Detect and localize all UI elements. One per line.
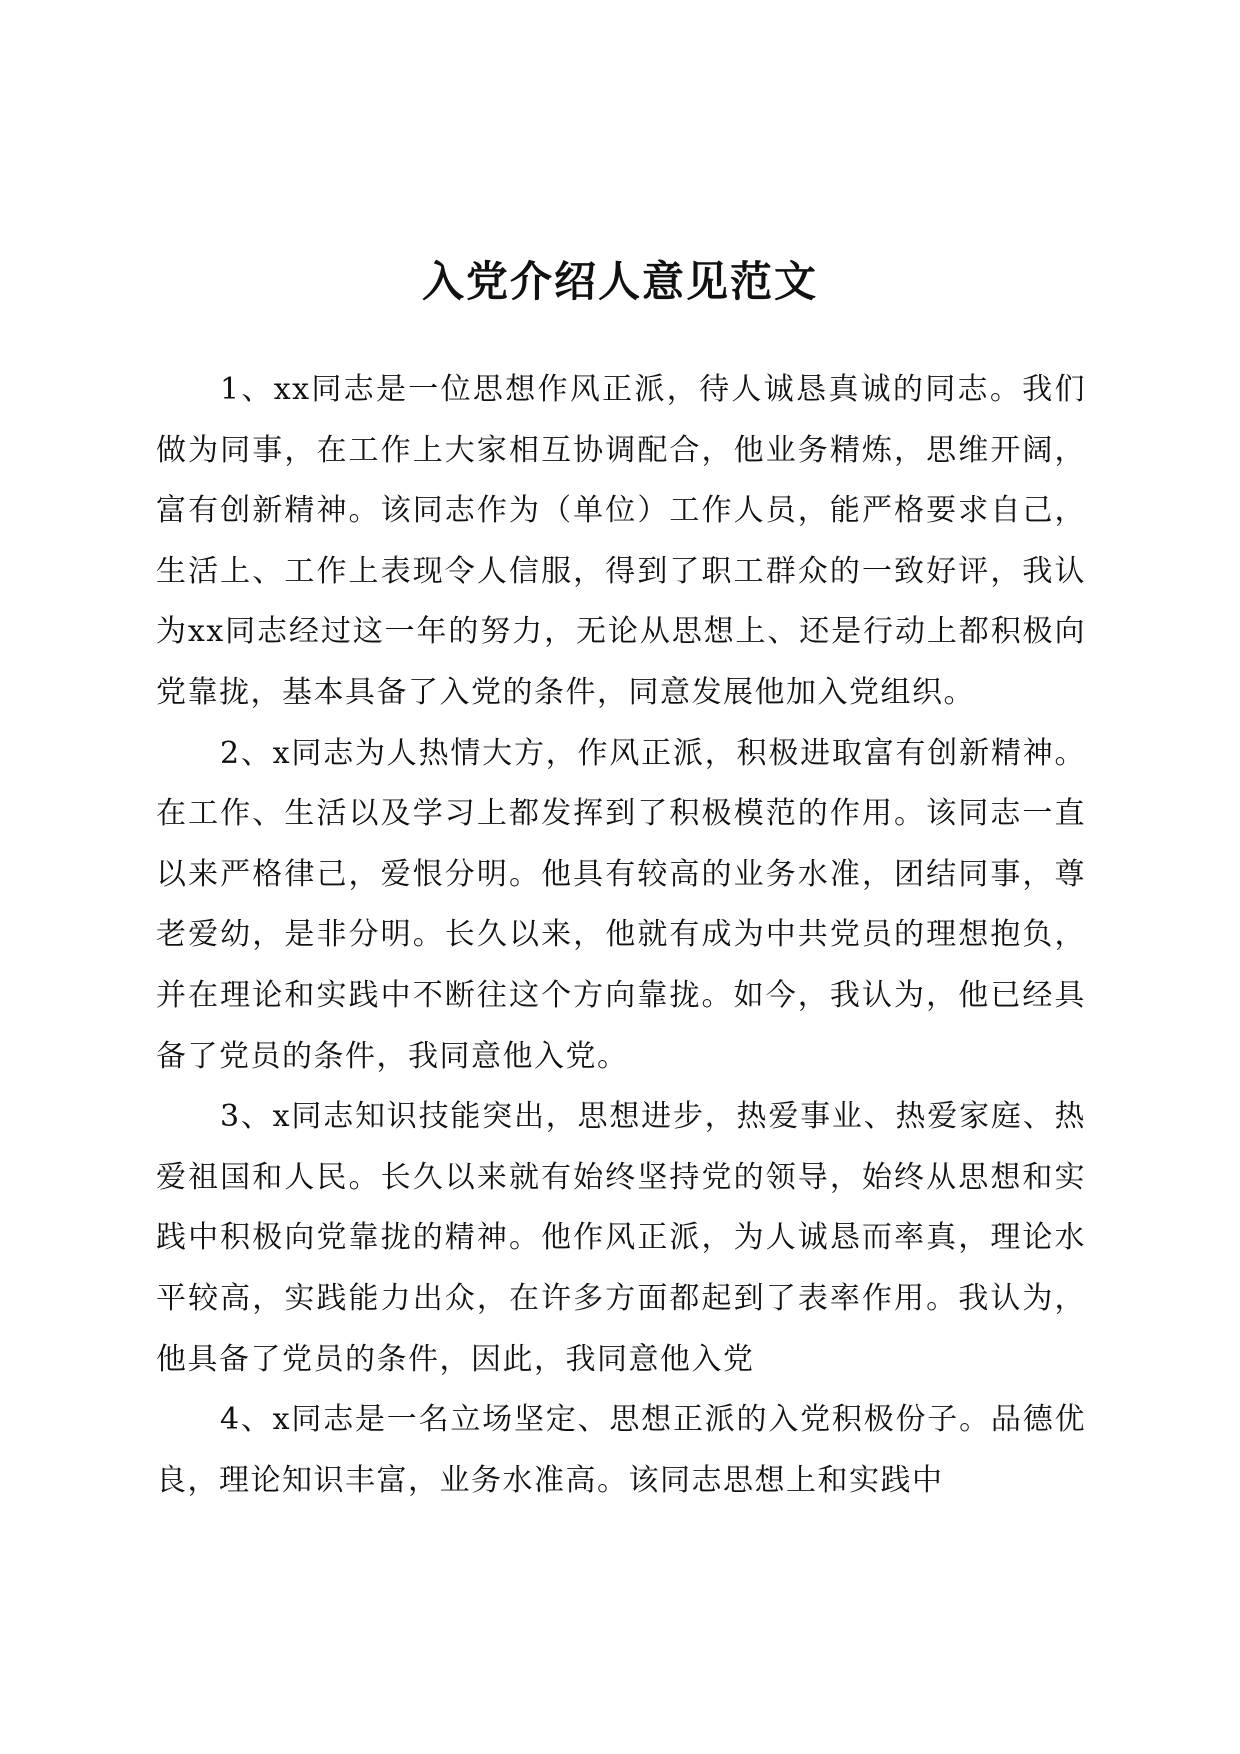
paragraph-1: 1、xx同志是一位思想作风正派，待人诚恳真诚的同志。我们做为同事，在工作上大家相互协调配合，他业务精炼，思维开阔，富有创新精神。该同志作为（单位）工作人员，能严格要求自己，生活上、工作上表现令人信服，得到了职工群众的一致好评，我认为xx同志经过这一年的努力，无论从思想上、还是行动上都积极向党靠拢，基本具备了入党的条件，同意发展他加入党组织。 xyxy=(156,372,1086,710)
document-body xyxy=(156,360,1086,1511)
paragraph-4: 4、x同志是一名立场坚定、思想正派的入党积极份子。品德优良，理论知识丰富，业务水准高。该同志思想上和实践中 xyxy=(156,1402,1086,1498)
document-title: 入党介绍人意见范文 xyxy=(421,257,818,306)
paragraph-2: 2、x同志为人热情大方，作风正派，积极进取富有创新精神。在工作、生活以及学习上都发挥到了积极模范的作用。该同志一直以来严格律己，爱恨分明。他具有较高的业务水准，团结同事，尊老爱幼，是非分明。长久以来，他就有成为中共党员的理想抱负，并在理论和实践中不断往这个方向靠拢。如今，我认为，他已经具备了党员的条件，我同意他入党。 xyxy=(156,735,1086,1074)
paragraph-3: 3、x同志知识技能突出，思想进步，热爱事业、热爱家庭、热爱祖国和人民。长久以来就有始终坚持党的领导，始终从思想和实践中积极向党靠拢的精神。他作风正派，为人诚恳而率真，理论水平较高，实践能力出众，在许多方面都起到了表率作用。我认为，他具备了党员的条件，因此，我同意他入党 xyxy=(156,1099,1086,1377)
